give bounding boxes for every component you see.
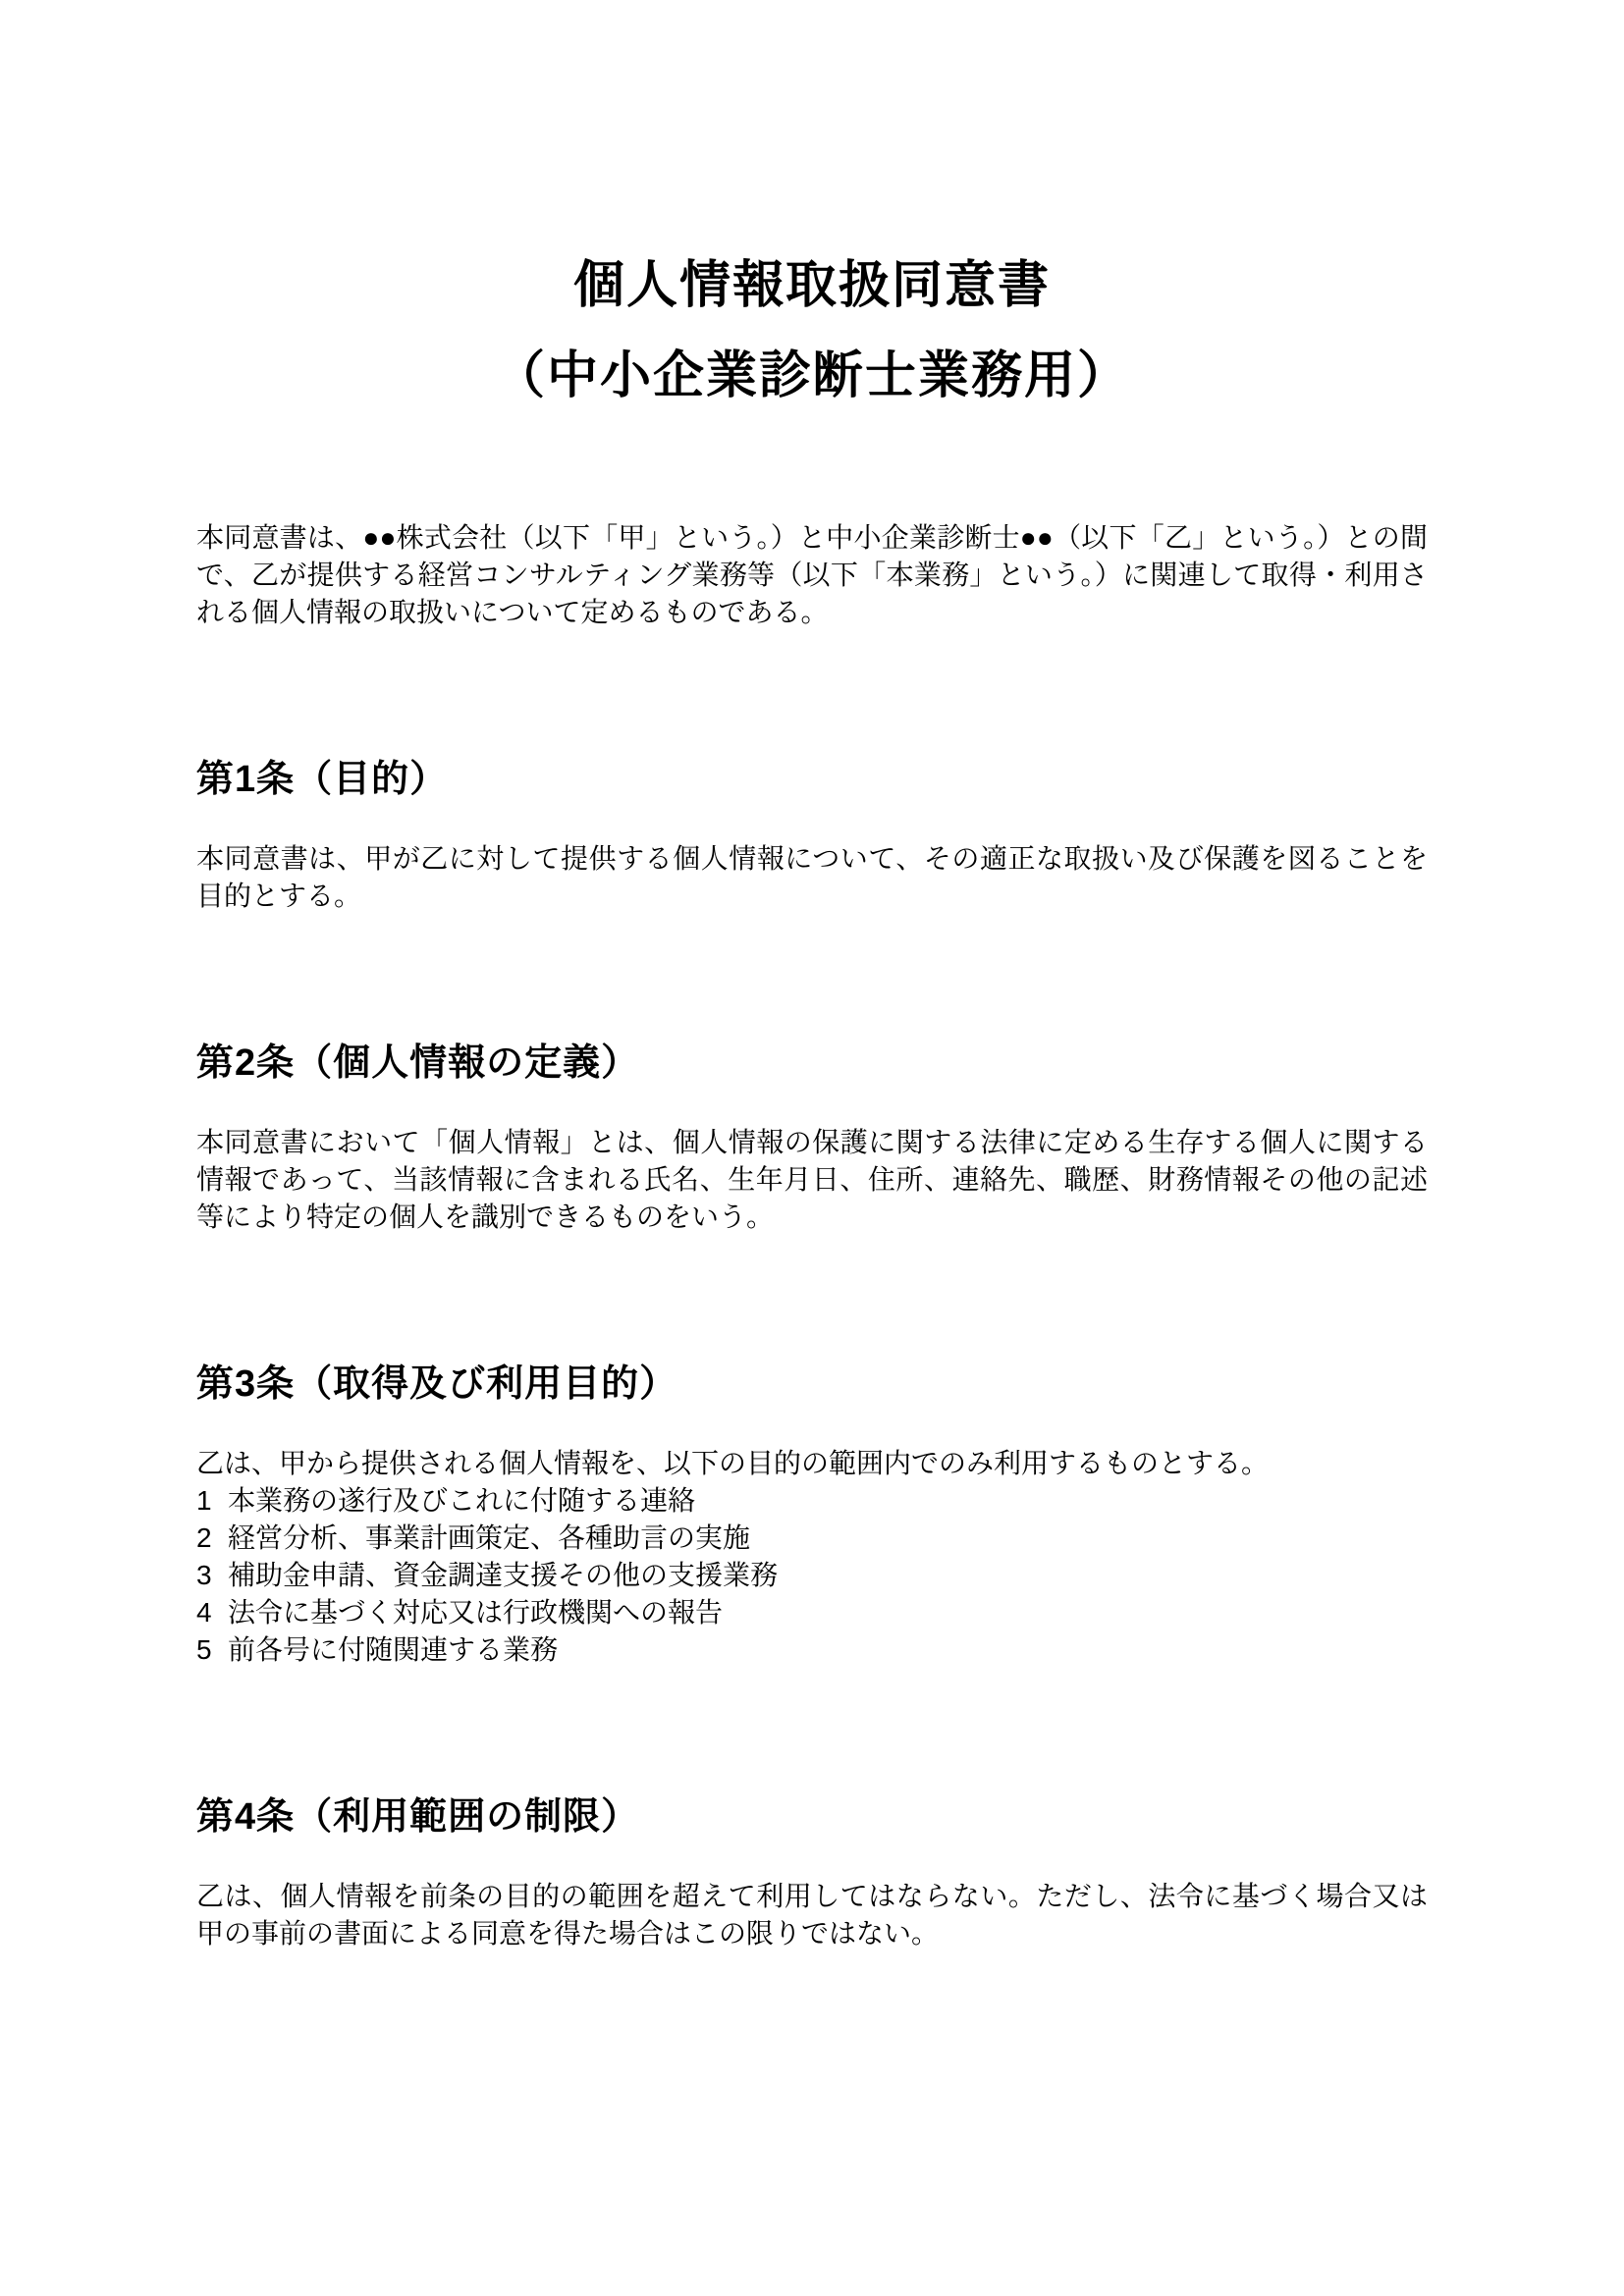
section-article-1 [196,756,1428,915]
list-item-text: 法令に基づく対応又は行政機関への報告 [228,1597,724,1628]
purpose-list-item-4 [196,1594,1428,1631]
article-2-heading: 第2条（個人情報の定義） [196,1042,640,1084]
article-3-paragraph: 乙は、甲から提供される個人情報を、以下の目的の範囲内でのみ利用するものとする。 [196,1448,1270,1478]
article-1-paragraph: 本同意書は、甲が乙に対して提供する個人情報について、その適正な取扱い及び保護を図ることを目的とする。 [196,843,1428,911]
title-line-2: （中小企業診断士業務用） [493,347,1130,404]
list-item-number: 1 [196,1485,212,1516]
title-line-1: 個人情報取扱同意書 [572,257,1051,314]
section-article-2 [196,1040,1428,1236]
list-item-number: 2 [196,1522,212,1553]
purpose-list-item-1 [196,1482,1428,1520]
list-item-number: 4 [196,1597,212,1628]
article-3-heading: 第3条（取得及び利用目的） [196,1363,678,1405]
purpose-list-item-2 [196,1520,1428,1557]
section-article-3 [196,1361,1428,1669]
article-4-heading: 第4条（利用範囲の制限） [196,1796,640,1838]
article-4-paragraph: 乙は、個人情報を前条の目的の範囲を超えて利用してはならない。ただし、法令に基づく場合又は甲の事前の書面による同意を得た場合はこの限りではない。 [196,1881,1428,1949]
intro-paragraph: 本同意書は、●●株式会社（以下「甲」という。）と中小企業診断士●●（以下「乙」という。）との間で、乙が提供する経営コンサルティング業務等（以下「本業務」という。）に関連して取得・利用される個人情報の取扱いについて定めるものである。 [196,522,1428,627]
purpose-list-item-5 [196,1631,1428,1669]
article-2-paragraph: 本同意書において「個人情報」とは、個人情報の保護に関する法律に定める生存する個人に関する情報であって、当該情報に含まれる氏名、生年月日、住所、連絡先、職歴、財務情報その他の記述等により特定の個人を識別できるものをいう。 [196,1127,1428,1232]
list-item-text: 前各号に付随関連する業務 [228,1634,559,1665]
purpose-list [196,1482,1428,1669]
section-article-4 [196,1793,1428,1952]
document-title [196,240,1428,421]
list-item-number: 5 [196,1634,212,1665]
list-item-text: 本業務の遂行及びこれに付随する連絡 [228,1485,696,1516]
list-item-text: 経営分析、事業計画策定、各種助言の実施 [228,1522,751,1553]
list-item-text: 補助金申請、資金調達支援その他の支援業務 [228,1560,779,1590]
list-item-number: 3 [196,1560,212,1590]
article-1-heading: 第1条（目的） [196,759,449,800]
purpose-list-item-3 [196,1557,1428,1594]
